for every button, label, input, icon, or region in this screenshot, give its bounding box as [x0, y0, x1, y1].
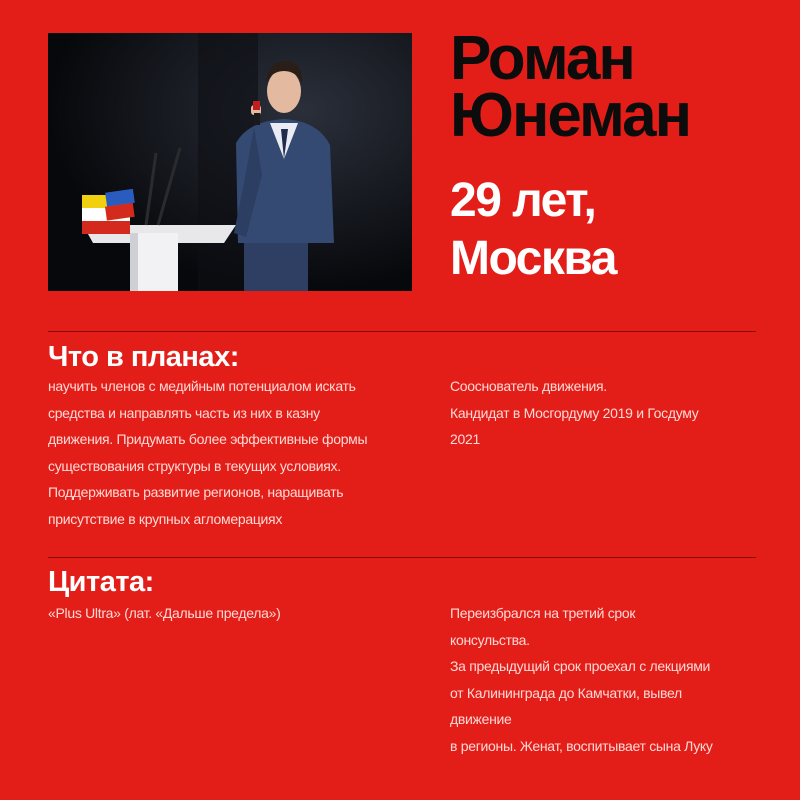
speaker-photo [48, 33, 412, 291]
plans-line: существования структуры в текущих условиях. [48, 457, 341, 474]
divider-top [48, 331, 756, 332]
quote-line: «Plus Ultra» (лат. «Дальше предела») [48, 605, 281, 621]
plans-line: научить членов с медийным потенциалом искать [48, 378, 356, 394]
name-last: Юнеман [450, 81, 691, 150]
bio-line: консульства. [450, 631, 530, 648]
plans-line: движения. Придумать более эффективные формы [48, 431, 368, 447]
plans-line: средства и направлять часть из них в казну [48, 404, 320, 421]
city-text: Москва [450, 232, 616, 285]
bio-text [450, 600, 780, 759]
bio-line: от Калининграда до Камчатки, вывел [450, 684, 682, 701]
plans-title: Что в планах: [48, 341, 239, 373]
divider-bottom [48, 557, 756, 558]
bio-line: За предыдущий срок проехал с лекциями [450, 658, 711, 674]
age-text: 29 лет, [450, 174, 596, 227]
plans-line: Поддерживать развитие регионов, наращивать [48, 484, 344, 500]
plans-text [48, 373, 428, 532]
person-name [450, 24, 790, 150]
age-city [450, 172, 790, 288]
bio-line: движение [450, 711, 512, 727]
plans-line: присутствие в крупных агломерациях [48, 510, 283, 527]
role-text [450, 373, 780, 453]
quote-text [48, 600, 428, 627]
name-first: Роман [450, 24, 634, 93]
role-line: Сооснователь движения. [450, 378, 607, 394]
bio-line: в регионы. Женат, воспитывает сына Луку [450, 737, 713, 754]
bio-line: Переизбрался на третий срок [450, 605, 636, 621]
quote-title: Цитата: [48, 566, 154, 598]
role-line: 2021 [450, 431, 480, 447]
speaker-at-podium-photo [48, 33, 412, 291]
role-line: Кандидат в Мосгордуму 2019 и Госдуму [450, 404, 699, 421]
